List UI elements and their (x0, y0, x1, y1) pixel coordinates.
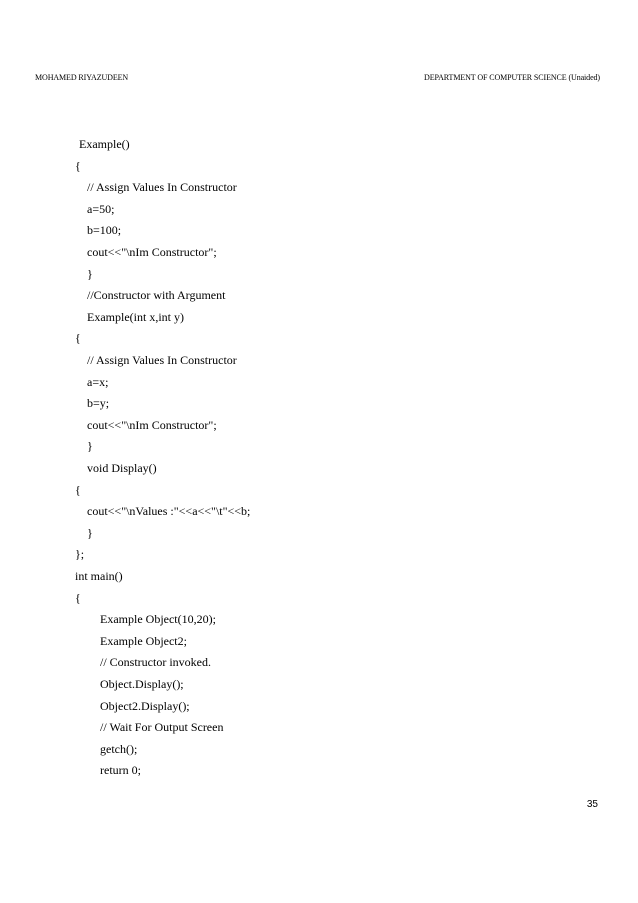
code-line: b=100; (87, 223, 122, 238)
code-line: // Wait For Output Screen (100, 720, 224, 735)
code-line: //Constructor with Argument (87, 288, 226, 303)
code-line: getch(); (100, 741, 138, 756)
code-line: } (87, 439, 93, 454)
code-line: { (75, 482, 81, 497)
code-line: a=50; (87, 201, 115, 216)
code-line: } (87, 266, 93, 281)
code-line: Object2.Display(); (100, 698, 190, 713)
code-line: Object.Display(); (100, 677, 184, 691)
code-line: // Constructor invoked. (100, 655, 211, 670)
code-line: cout<<"\nIm Constructor"; (87, 417, 217, 432)
code-line: int main() (75, 569, 123, 583)
code-line: b=y; (87, 396, 110, 411)
code-line: // Assign Values In Constructor (87, 180, 237, 195)
header-department: DEPARTMENT OF COMPUTER SCIENCE (Unaided) (424, 73, 600, 82)
code-line: a=x; (87, 374, 109, 389)
code-line: // Assign Values In Constructor (87, 353, 237, 367)
code-line: Example() (79, 137, 130, 151)
code-line: return 0; (100, 763, 141, 778)
code-line: Example Object(10,20); (100, 612, 216, 627)
code-line: { (75, 590, 81, 605)
page-number: 35 (586, 799, 598, 810)
code-line: void Display() (87, 461, 157, 475)
code-line: { (75, 158, 81, 173)
code-line: Example Object2; (100, 633, 187, 648)
code-line: } (87, 525, 93, 540)
code-line: cout<<"\nIm Constructor"; (87, 245, 217, 259)
code-line: { (75, 331, 81, 346)
code-line: cout<<"\nValues :"<<a<<"\t"<<b; (87, 504, 251, 519)
code-line: }; (75, 547, 85, 562)
code-line: Example(int x,int y) (87, 309, 184, 324)
header-author: MOHAMED RIYAZUDEEN (35, 73, 129, 82)
